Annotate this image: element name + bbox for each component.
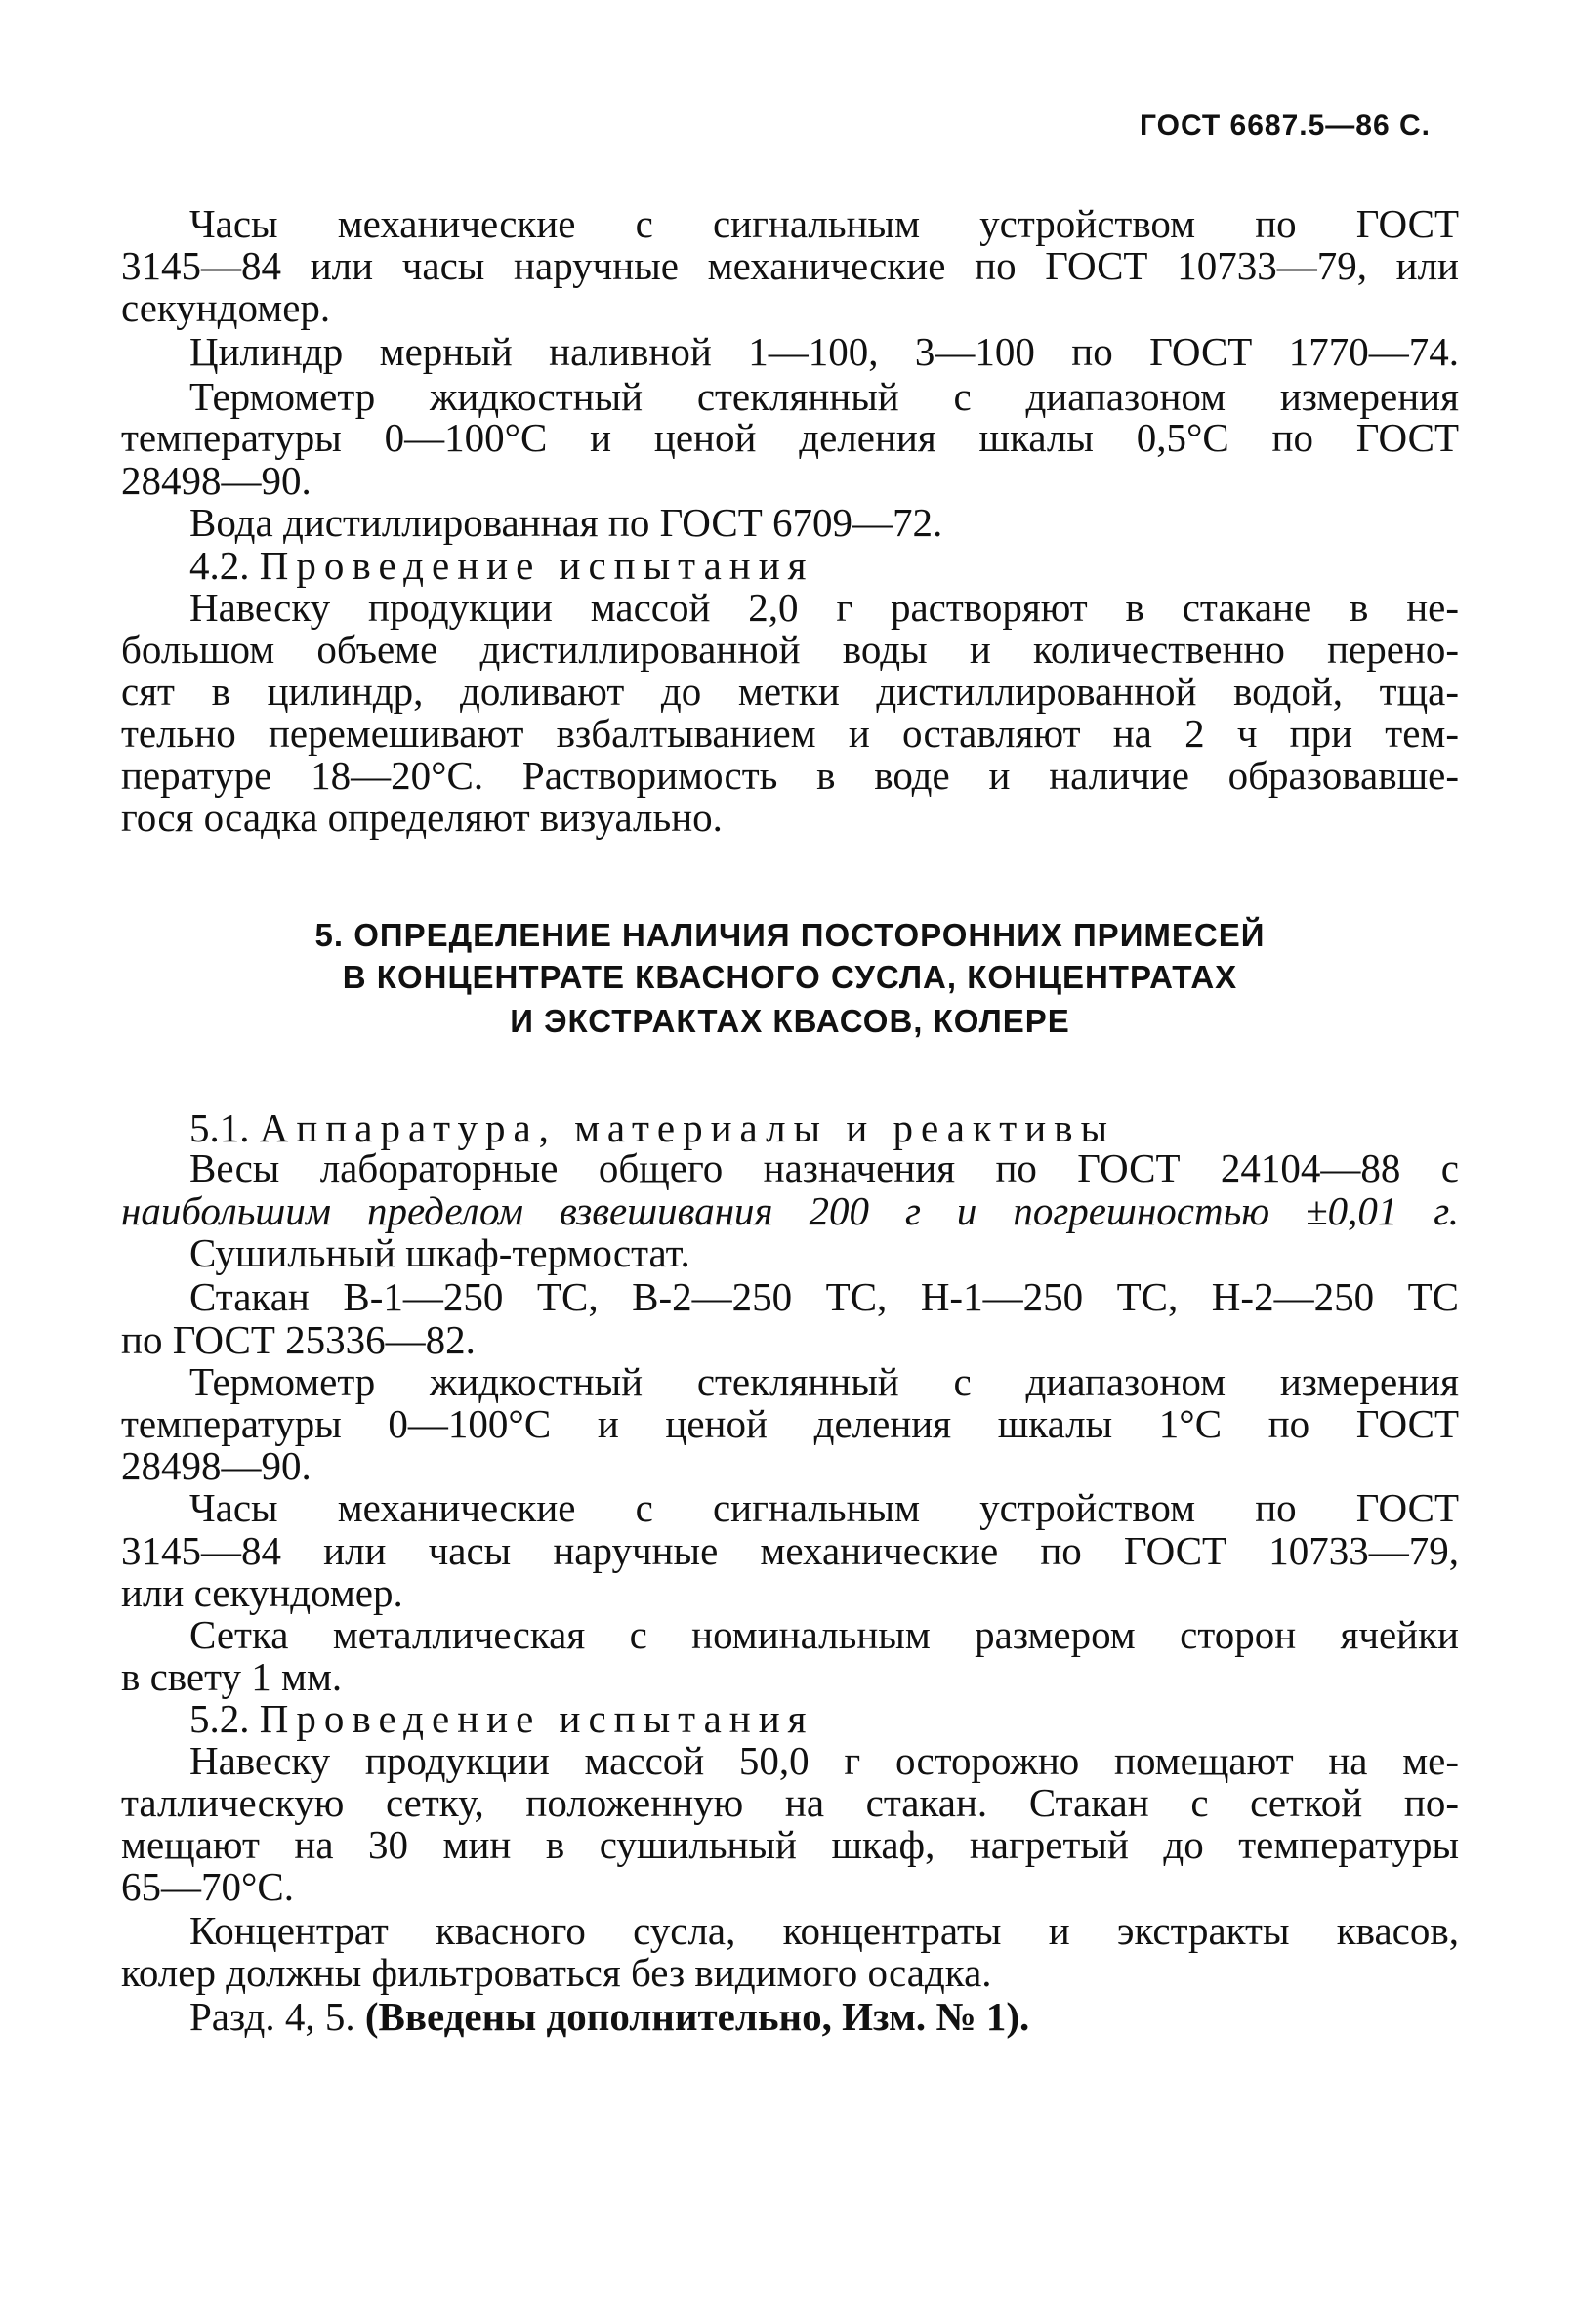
page-header: ГОСТ 6687.5—86 С. (1140, 109, 1431, 142)
text-line: мещают на 30 мин в сушильный шкаф, нагретый до температуры (121, 1822, 1459, 1867)
text-line: таллическую сетку, положенную на стакан. Стакан с сеткой по- (121, 1780, 1459, 1825)
subsection-title: Проведение испытания (259, 1696, 814, 1741)
text-line: температуры 0—100°С и ценой деления шкалы 0,5°С по ГОСТ (121, 415, 1459, 460)
text-line: Термометр жидкостный стеклянный с диапазоном измерения (189, 1359, 1459, 1404)
subsection-title: Аппаратура, материалы и реактивы (259, 1105, 1116, 1150)
subsection-heading-4-2 (189, 542, 1459, 589)
text-line: Вода дистиллированная по ГОСТ 6709—72. (189, 500, 943, 545)
text-line: 28498—90. (121, 458, 312, 503)
text-line: большом объеме дистиллированной воды и количественно перено- (121, 627, 1459, 672)
text-line: 3145—84 или часы наручные механические по ГОСТ 10733—79, или (121, 243, 1459, 288)
text-line: по ГОСТ 25336—82. (121, 1317, 476, 1362)
text-line: Цилиндр мерный наливной 1—100, 3—100 по ГОСТ 1770—74. (189, 329, 1459, 374)
text-line: гося осадка определяют визуально. (121, 795, 723, 840)
text-line: Концентрат квасного сусла, концентраты и экстракты квасов, (189, 1908, 1459, 1953)
text-line: наибольшим пределом взвешивания 200 г и погрешностью ±0,01 г. (121, 1188, 1459, 1233)
text-line: Весы лабораторные общего назначения по ГОСТ 24104—88 с (189, 1145, 1459, 1190)
text-line: в свету 1 мм. (121, 1654, 343, 1699)
text-line: Стакан В-1—250 ТС, В-2—250 ТС, Н-1—250 ТС, Н-2—250 ТС (189, 1274, 1459, 1319)
text-line: Термометр жидкостный стеклянный с диапазоном измерения (189, 374, 1459, 419)
subsection-title: Проведение испытания (259, 543, 814, 588)
text-line: тельно перемешивают взбалтыванием и оставляют на 2 ч при тем- (121, 711, 1459, 756)
text-line: секундомер. (121, 285, 331, 330)
text-line: сят в цилиндр, доливают до метки дистиллированной водой, тща- (121, 669, 1459, 714)
text-line: колер должны фильтроваться без видимого осадка. (121, 1950, 992, 1995)
text-line: Сетка металлическая с номинальным размером сторон ячейки (189, 1612, 1459, 1657)
subsection-heading-5-2 (189, 1695, 1459, 1742)
text-line: 3145—84 или часы наручные механические по ГОСТ 10733—79, (121, 1528, 1459, 1573)
section-heading: 5. ОПРЕДЕЛЕНИЕ НАЛИЧИЯ ПОСТОРОННИХ ПРИМЕСЕЙ (314, 917, 1266, 953)
text-line: или секундомер. (121, 1570, 403, 1615)
text-line: температуры 0—100°С и ценой деления шкалы 1°С по ГОСТ (121, 1401, 1459, 1446)
text-line: Навеску продукции массой 50,0 г осторожно помещают на ме- (189, 1738, 1459, 1783)
text-line: 65—70°С. (121, 1864, 294, 1909)
text-line: 28498—90. (121, 1443, 312, 1488)
text-line: Часы механические с сигнальным устройством по ГОСТ (189, 201, 1459, 246)
amendment-text: (Введены дополнительно, Изм. № 1). (364, 1994, 1030, 2039)
text-line: Сушильный шкаф-термостат. (189, 1230, 690, 1275)
amendment-prefix: Разд. 4, 5. (189, 1994, 365, 2039)
subsection-number: 5.2. (189, 1696, 250, 1741)
text-line: Навеску продукции массой 2,0 г растворяют в стакане в не- (189, 585, 1459, 630)
subsection-number: 5.1. (189, 1105, 250, 1150)
amendment-note (189, 1993, 1459, 2040)
subsection-number: 4.2. (189, 543, 250, 588)
text-line: Часы механические с сигнальным устройством по ГОСТ (189, 1485, 1459, 1530)
section-heading: И ЭКСТРАКТАХ КВАСОВ, КОЛЕРЕ (510, 1003, 1070, 1039)
text-line: пературе 18—20°С. Растворимость в воде и наличие образовавше- (121, 753, 1459, 798)
section-heading: В КОНЦЕНТРАТЕ КВАСНОГО СУСЛА, КОНЦЕНТРАТАХ (342, 959, 1238, 995)
